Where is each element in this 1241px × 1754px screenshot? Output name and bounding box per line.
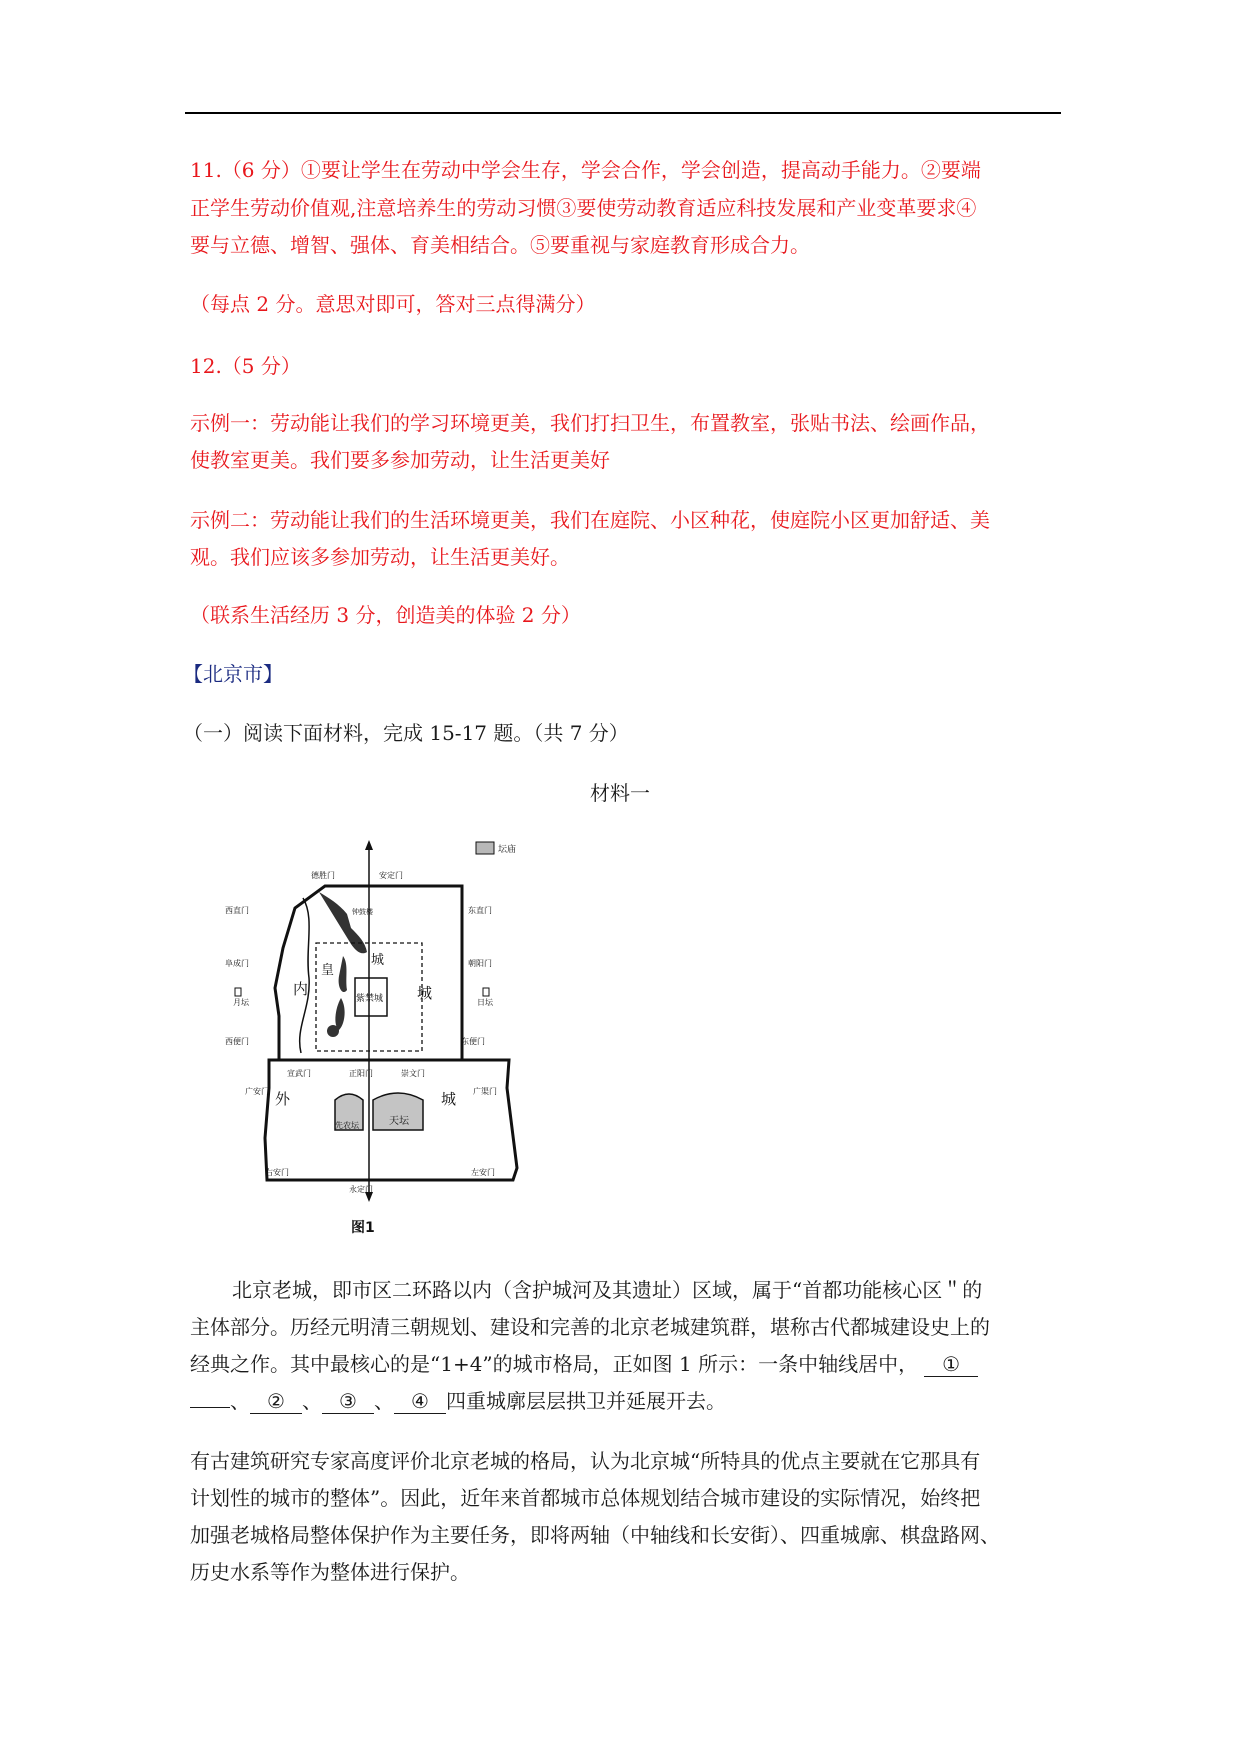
gate-andingmen: 安定门 [379,871,403,880]
body-p1-line-2: 主体部分。历经元明清三朝规划、建设和完善的北京老城建筑群，堪称古代都城建设史上的 [190,1315,990,1339]
gate-dongbianmen: 东便门 [461,1037,485,1046]
body-p2-line-3: 加强老城格局整体保护作为主要任务，即将两轴（中轴线和长安街）、四重城廓、棋盘路网、 [190,1523,1000,1547]
ritan-label: 日坛 [477,998,493,1007]
middle-lake [339,956,347,992]
material-title: 材料一 [590,781,650,805]
yuetan-label: 月坛 [233,998,249,1007]
gate-xibianmen: 西便门 [225,1037,249,1046]
body-p1-line-4-text: 四重城廓层层拱卫并延展开去。 [446,1389,726,1413]
separator-2: 、 [302,1389,322,1413]
q12-example2-line-2: 观。我们应该多参加劳动，让生活更美好。 [190,545,570,569]
west-water-channel [300,898,310,1053]
figure-caption: 图1 [351,1220,375,1236]
q12-example1-line-2: 使教室更美。我们要多参加劳动，让生活更美好 [190,448,610,472]
ritan-icon [483,988,489,996]
xiannongtan-label: 先农坛 [335,1121,359,1130]
imperial-city-label-huang: 皇 [321,963,335,978]
q12-example2-line-1: 示例二：劳动能让我们的生活环境更美，我们在庭院、小区种花，使庭院小区更加舒适、美 [190,508,990,532]
section-intro: （一）阅读下面材料，完成 15-17 题。（共 7 分） [183,721,629,745]
answer-blank-4[interactable]: ④ [394,1389,446,1414]
answer-blank-1-continued [190,1407,230,1408]
south-lake [335,998,344,1030]
axis-arrow-north [365,840,373,850]
body-p1-line-1: 北京老城，即市区二环路以内（含护城河及其遗址）区域，属于“首都功能核心区＂的 [232,1278,983,1302]
gate-chaoyangmen: 朝阳门 [468,959,492,968]
q11-line-1: 11.（6 分）①要让学生在劳动中学会生存，学会合作，学会创造，提高动手能力。②要端 [190,158,981,182]
legend-swatch [476,842,494,854]
gate-dongzhimen: 东直门 [468,906,492,915]
q12-scoring: （联系生活经历 3 分，创造美的体验 2 分） [190,603,581,627]
body-p1-line-3 [190,1346,1060,1383]
gate-deshengmen: 德胜门 [311,871,335,880]
body-p1-line-3-text: 经典之作。其中最核心的是“1+4”的城市格局，正如图 1 所示：一条中轴线居中， [190,1352,919,1376]
gulou-label: 钟鼓楼 [352,908,373,916]
gate-yongdingmen: 永定门 [349,1185,373,1194]
q12-header: 12.（5 分） [190,354,301,378]
gate-zuoanmen: 左安门 [471,1168,495,1177]
outer-city-label-cheng: 城 [441,1090,457,1108]
gate-zhengyangmen: 正阳门 [349,1069,373,1078]
inner-city-label-nei: 内 [293,980,309,998]
forbidden-city-label: 紫禁城 [356,994,384,1004]
body-p2-line-1: 有古建筑研究专家高度评价北京老城的格局，认为北京城“所特具的优点主要就在它那具有 [190,1449,981,1473]
answer-blank-2[interactable]: ② [250,1389,302,1414]
gate-guangqumen: 广渠门 [473,1087,497,1096]
gate-youanmen: 右安门 [265,1168,289,1177]
gate-xuanwumen: 宣武门 [287,1069,311,1078]
q11-line-3: 要与立德、增智、强体、育美相结合。⑤要重视与家庭教育形成合力。 [190,233,810,257]
inner-city-label-cheng: 城 [417,984,433,1002]
answer-blank-3[interactable]: ③ [322,1389,374,1414]
body-p2-line-2: 计划性的城市的整体”。因此，近年来首都城市总体规划结合城市建设的实际情况，始终把 [190,1486,981,1510]
yuetan-icon [235,988,241,996]
body-p1-line-4 [190,1383,1060,1420]
separator-3: 、 [374,1389,394,1413]
gate-guanganmen: 广安门 [245,1087,269,1096]
legend-label: 坛庙 [498,845,517,855]
q11-scoring: （每点 2 分。意思对即可，答对三点得满分） [190,292,596,316]
imperial-city-label-cheng: 城 [371,953,385,968]
separator-1: 、 [230,1389,250,1413]
south-lake-island [327,1025,339,1037]
gate-xizhimen: 西直门 [225,906,249,915]
header-rule [185,112,1061,114]
tiantan-label: 天坛 [389,1116,409,1127]
body-p2-line-4: 历史水系等作为整体进行保护。 [190,1560,470,1584]
region-heading: 【北京市】 [183,662,283,686]
outer-city-label-wai: 外 [275,1090,291,1108]
north-lake [319,892,367,953]
gate-fuchengmen: 阜成门 [225,959,249,968]
beijing-old-city-map [225,838,585,1240]
answer-blank-1[interactable]: ① [924,1352,978,1377]
q12-example1-line-1: 示例一：劳动能让我们的学习环境更美，我们打扫卫生，布置教室，张贴书法、绘画作品， [190,411,990,435]
q11-line-2: 正学生劳动价值观,注意培养生的劳动习惯③要使劳动教育适应科技发展和产业变革要求④ [190,196,977,220]
gate-chongwenmen: 崇文门 [401,1069,425,1078]
